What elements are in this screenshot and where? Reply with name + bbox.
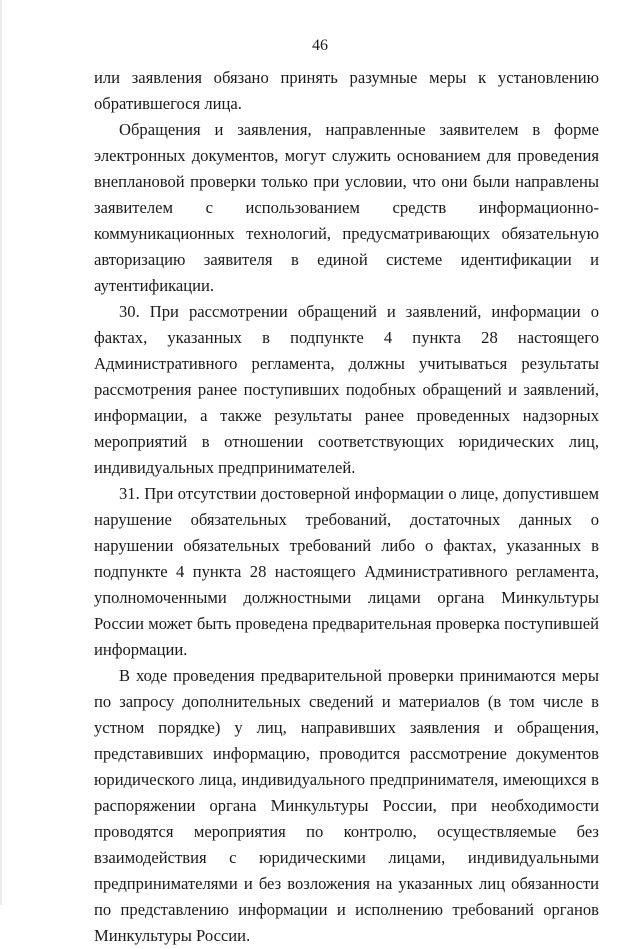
page-number: 46 xyxy=(312,37,328,54)
scan-edge xyxy=(0,0,2,905)
paragraph-preliminary-check: В ходе проведения предварительной проверки принимаются меры по запросу дополнительных сведений и материалов (в том числе в устном порядке) у лиц, направивших заявления и обращения, представивших информацию, проводится рассмотрение документов юридического лица, индивидуального предпринимателя, имеющихся в распоряжении органа Минкультуры России, при необходимости проводятся мероприятия по контролю, осуществляемые без взаимодействия с юридическими лицами, индивидуальными предпринимателями и без возложения на указанных лиц обязанности по представлению информации и исполнению требований органов Минкультуры России. xyxy=(94,666,599,945)
paragraph-item-31: 31. При отсутствии достоверной информации о лице, допустившем нарушение обязательных требований, достаточных данных о нарушении обязательных требований либо о фактах, указанных в подпункте 4 пункта 28 настоящего Административного регламента, уполномоченными должностными лицами органа Минкультуры России может быть проведена предварительная проверка поступившей информации. xyxy=(94,484,599,659)
paragraph-item-30: 30. При рассмотрении обращений и заявлений, информации о фактах, указанных в подпункте 4 пункта 28 настоящего Административного регламента, должны учитываться результаты рассмотрения ранее поступивших подобных обращений и заявлений, информации, а также результаты ранее проведенных надзорных мероприятий в отношении соответствующих юридических лиц, индивидуальных предпринимателей. xyxy=(94,302,599,477)
paragraph-continuation: или заявления обязано принять разумные меры к установлению обратившегося лица. xyxy=(94,68,599,113)
paragraph-electronic-documents: Обращения и заявления, направленные заявителем в форме электронных документов, могут служить основанием для проведения внеплановой проверки только при условии, что они были направлены заявителем с использованием средств информационно-коммуникационных технологий, предусматривающих обязательную авторизацию заявителя в единой системе идентификации и аутентификации. xyxy=(94,120,599,295)
document-body xyxy=(94,65,599,949)
